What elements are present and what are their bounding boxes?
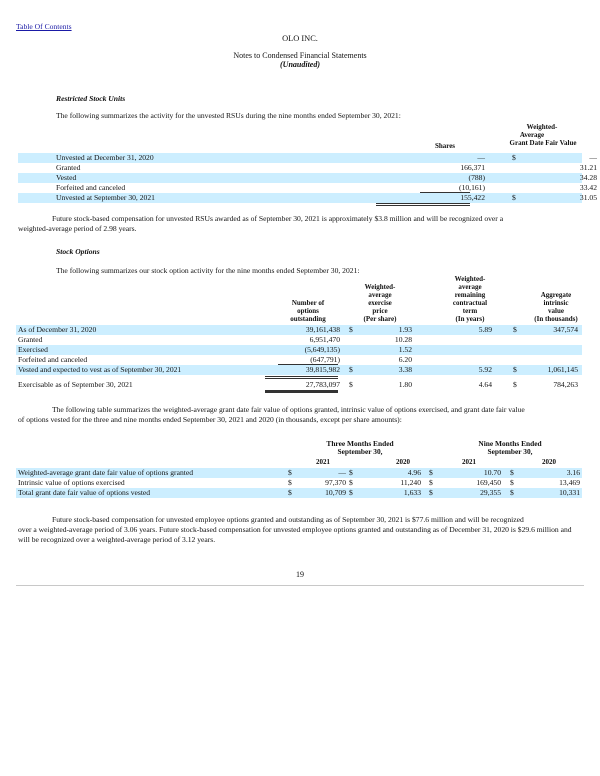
year-col: 2020 xyxy=(396,458,410,466)
rsu-row: Vested (788) 34.28 xyxy=(18,173,582,183)
options-vested-double-rule xyxy=(265,376,338,379)
options-col-aggregate: Aggregate xyxy=(540,291,572,299)
options-intro: The following summarizes our stock option activity for the nine months ended September 30, 2021: xyxy=(56,266,360,275)
options-row-vested: Vested and expected to vest as of September 30, 2021 39,815,982 $ 3.38 5.92 $ 1,061,145 xyxy=(16,365,582,375)
fair-value-row: Intrinsic value of options exercised $ 97,370 $ 11,240 $ 169,450 $ 13,469 xyxy=(18,478,580,487)
footer-divider xyxy=(16,585,584,586)
year-col: 2021 xyxy=(316,458,330,466)
company-name: OLO INC. xyxy=(282,34,318,43)
options-col-term: Weighted- xyxy=(454,275,486,283)
fair-value-intro: The following table summarizes the weighted-average grant date fair value of options granted, intrinsic value of options exercised, and grant date fair value of options vested for the three and nine months ended September 30, 2021 and 2020 (in thousands, except per share amounts): xyxy=(18,405,525,424)
options-exercisable-rule xyxy=(265,390,338,393)
page-title: Notes to Condensed Financial Statements xyxy=(233,51,367,60)
options-row-exercisable: Exercisable as of September 30, 2021 27,783,097 $ 1.80 4.64 $ 784,263 xyxy=(18,380,578,389)
unaudited-label: (Unaudited) xyxy=(280,60,320,69)
rsu-total-double-rule xyxy=(376,203,470,206)
rsu-col-wagdfv-1: Weighted- xyxy=(526,123,558,131)
year-col: 2020 xyxy=(542,458,556,466)
page-number: 19 xyxy=(296,570,304,579)
rsu-intro: The following summarizes the activity for the unvested RSUs during the nine months ended September 30, 2021: xyxy=(56,111,401,120)
year-col: 2021 xyxy=(462,458,476,466)
options-row: As of December 31, 2020 39,161,438 $ 1.93 5.89 $ 347,574 xyxy=(16,325,582,335)
group-nine-months: Nine Months Ended xyxy=(478,439,542,448)
rsu-col-wagdfv-3: Grant Date Fair Value xyxy=(509,139,577,147)
rsu-section-heading: Restricted Stock Units xyxy=(56,94,126,103)
rsu-row: Unvested at December 31, 2020 — $ — xyxy=(18,153,582,163)
options-col-price: Weighted- xyxy=(364,283,396,291)
rsu-footnote: Future stock-based compensation for unvested RSUs awarded as of September 30, 2021 is approximately $3.8 million and will be recognized over a weighted-average period of 2.98 years. xyxy=(18,214,504,233)
options-section-heading: Stock Options xyxy=(56,247,100,256)
options-row: Forfeited and canceled (647,791) 6.20 xyxy=(18,355,412,364)
group-three-months: Three Months Ended xyxy=(326,439,394,448)
options-row: Exercised (5,649,135) 1.52 xyxy=(16,345,582,355)
rsu-col-shares: Shares xyxy=(434,142,456,150)
rsu-row-total: Unvested at September 30, 2021 155,422 $ 31.05 xyxy=(18,193,582,203)
fair-value-row: Total grant date fair value of options vested $ 10,709 $ 1,633 $ 29,355 $ 10,331 xyxy=(18,488,580,497)
rsu-col-wagdfv-2: Average xyxy=(519,131,545,139)
options-row: Granted 6,951,470 10.28 xyxy=(18,335,412,344)
rsu-row: Granted 166,371 31.21 xyxy=(56,163,597,172)
options-col-number: Number of xyxy=(291,299,325,307)
table-of-contents-link[interactable]: Table Of Contents xyxy=(16,22,72,31)
fair-value-row: Weighted-average grant date fair value of options granted $ — $ 4.96 $ 10.70 $ 3.16 xyxy=(18,468,580,477)
options-footnote: Future stock-based compensation for unvested employee options granted and outstanding as of September 30, 2021 is $77.6 million and will be recognized over a weighted-average period of 3.06 years. Future stock-based compensation for unvested employee options granted and outstanding as of December 31, 2020 is $29.6 million and will be recognized over a weighted-average period of 3.12 years. xyxy=(18,515,572,544)
rsu-row: Forfeited and canceled (10,161) 33.42 xyxy=(56,183,597,192)
